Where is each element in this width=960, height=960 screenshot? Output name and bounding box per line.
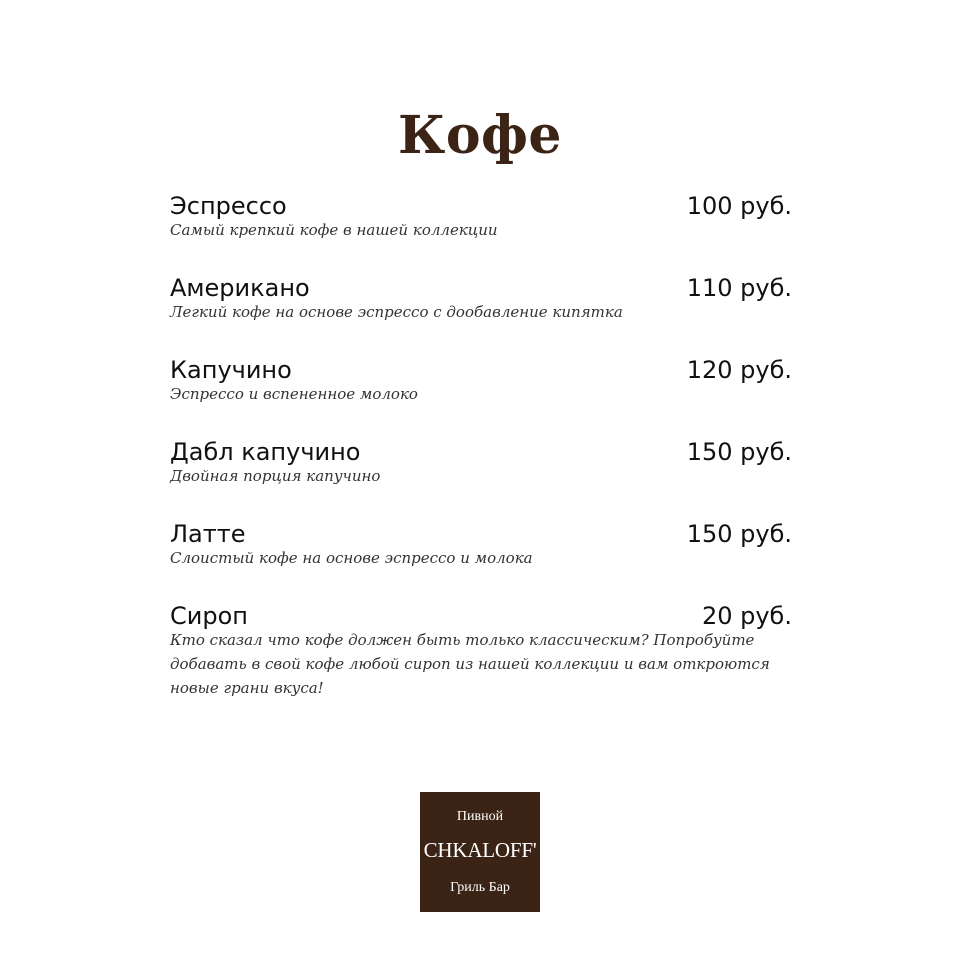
menu-item-description: Слоистый кофе на основе эспрессо и молока <box>170 549 533 567</box>
menu-item-price: 20 руб. <box>701 602 792 630</box>
logo-brand-name: CHKALOFF' <box>423 838 537 862</box>
menu-item-description: Легкий кофе на основе эспрессо с дообавление кипятка <box>170 303 623 321</box>
menu-item-description: Двойная порция капучино <box>170 467 381 485</box>
brand-logo <box>420 792 540 912</box>
logo-top-text: Пивной <box>456 809 504 824</box>
menu-item-espresso <box>170 190 792 242</box>
menu-item-name: Дабл капучино <box>170 438 361 466</box>
menu-item-syrup <box>170 600 792 700</box>
menu-item-description: Кто сказал что кофе должен быть только классическим? Попробуйте добавать в свой кофе любой сироп из нашей коллекции и вам откроются новые грани вкуса! <box>170 631 770 697</box>
menu-item-americano <box>170 272 792 324</box>
menu-item-price: 150 руб. <box>686 520 792 548</box>
menu-item-name: Сироп <box>170 602 248 630</box>
menu-item-price: 150 руб. <box>686 438 792 466</box>
menu-item-description: Эспрессо и вспененное молоко <box>170 385 418 403</box>
menu-item-double-cappuccino <box>170 436 792 488</box>
menu-item-cappuccino <box>170 354 792 406</box>
menu-item-name: Капучино <box>170 356 292 384</box>
menu-item-price: 120 руб. <box>686 356 792 384</box>
menu-item-description: Самый крепкий кофе в нашей коллекции <box>170 221 498 239</box>
logo-bottom-text: Гриль Бар <box>450 880 510 895</box>
menu-item-name: Эспрессо <box>170 192 287 220</box>
menu-item-price: 100 руб. <box>686 192 792 220</box>
menu-item-name: Американо <box>170 274 310 302</box>
coffee-menu-list <box>170 190 792 700</box>
menu-item-name: Латте <box>170 520 246 548</box>
menu-item-price: 110 руб. <box>686 274 792 302</box>
page-title: Кофе <box>398 104 562 166</box>
menu-item-latte <box>170 518 792 570</box>
